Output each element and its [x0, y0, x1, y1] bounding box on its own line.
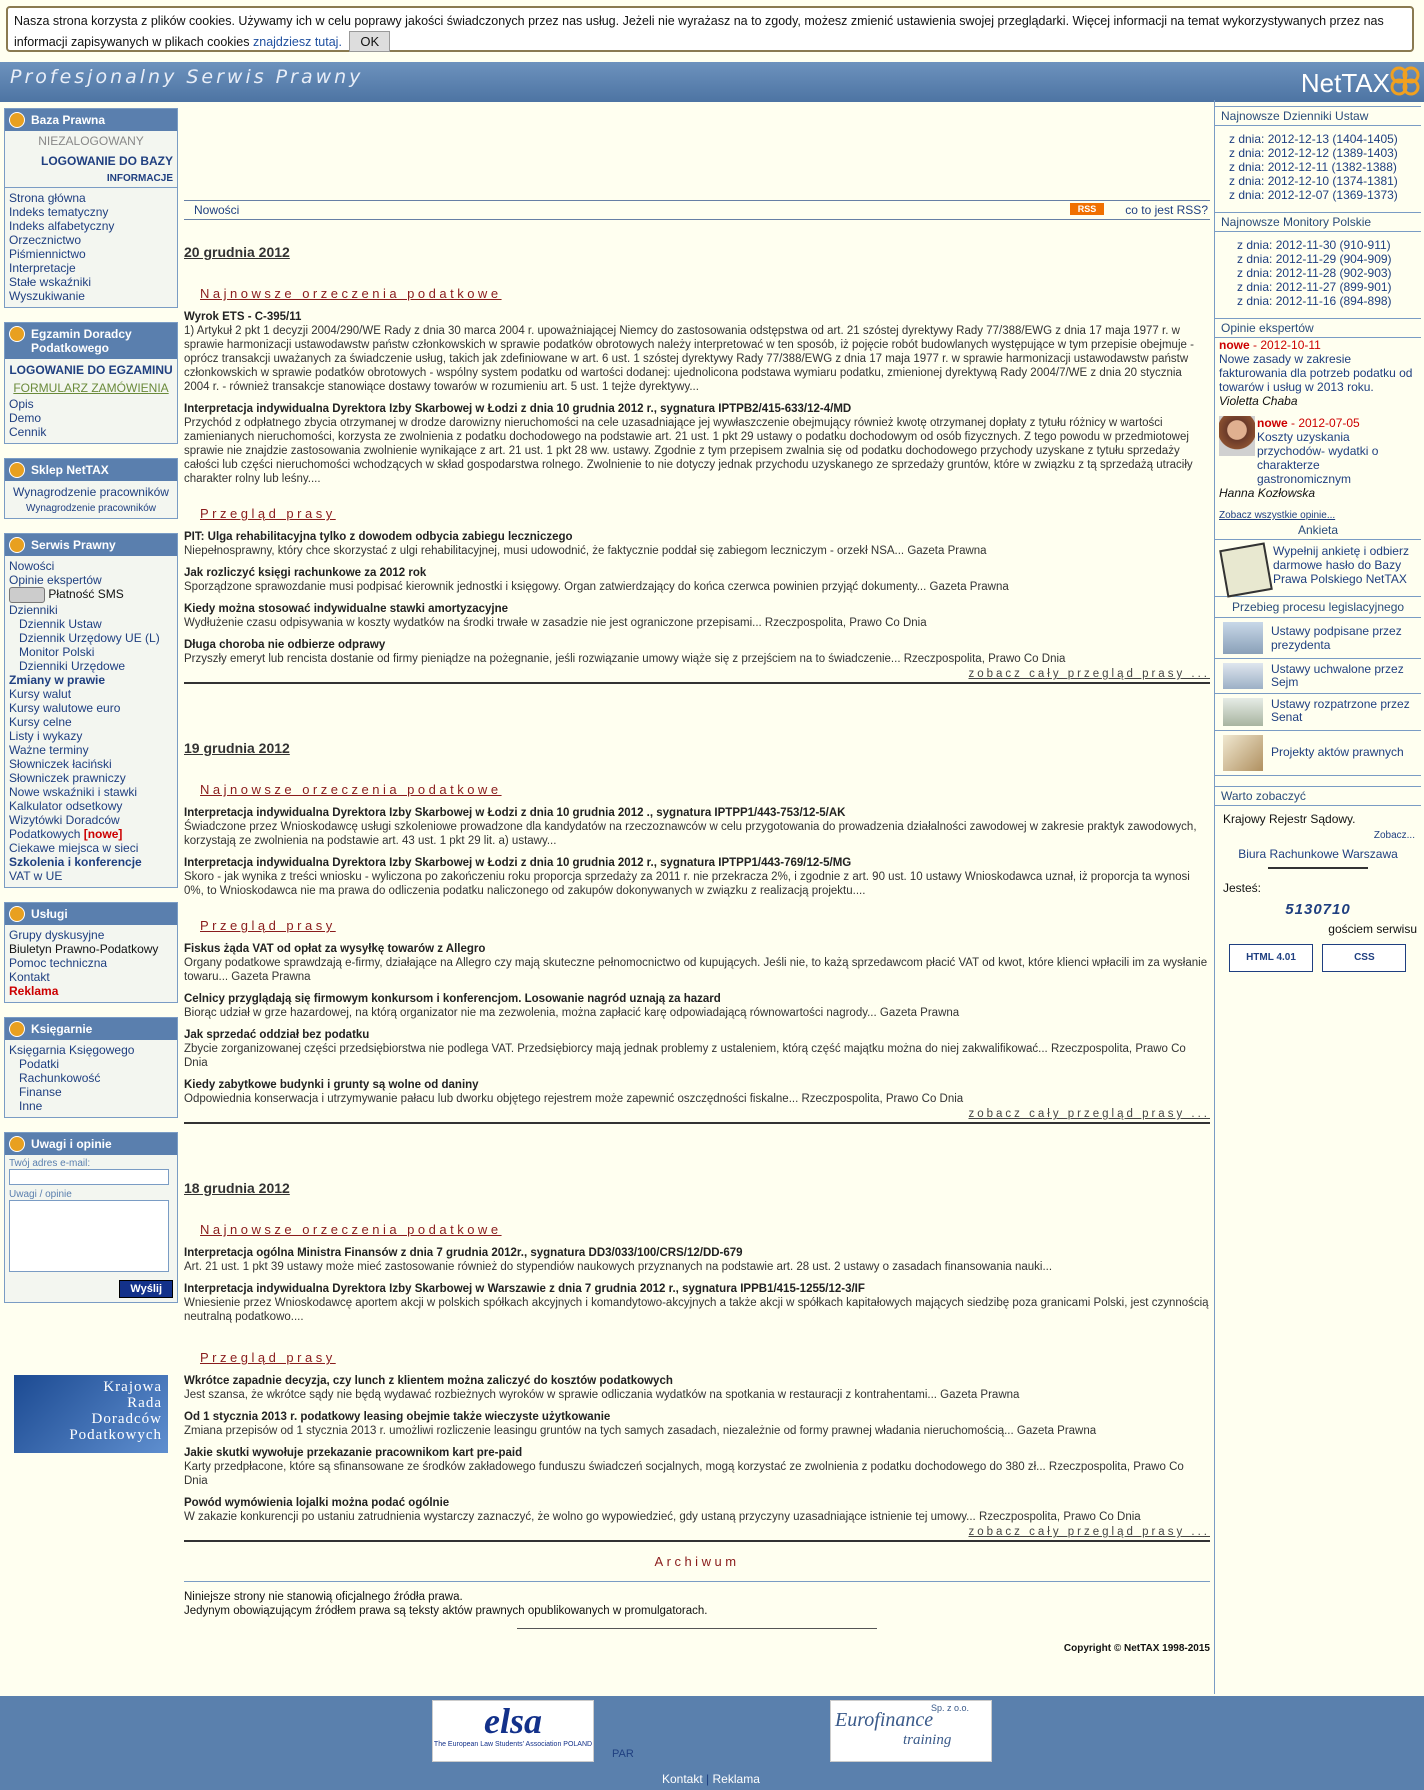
news-date: 19 grudnia 2012 — [184, 740, 290, 756]
menu-podatkowych[interactable]: Podatkowych [nowe] — [9, 827, 123, 841]
mp-item[interactable]: z dnia: 2012-11-16 (894-898) — [1237, 294, 1392, 308]
du-item[interactable]: z dnia: 2012-12-10 (1374-1381) — [1229, 174, 1398, 188]
visitor-suffix: gościem serwisu — [1328, 922, 1417, 936]
news-item-title[interactable]: Fiskus żąda VAT od opłat za wysyłkę towarów z Allegro — [184, 943, 486, 955]
menu-ciekawe-miejsca[interactable]: Ciekawe miejsca w sieci — [9, 841, 139, 855]
news-item-title[interactable]: Jak sprzedać oddział bez podatku — [184, 1029, 370, 1041]
email-input[interactable] — [9, 1169, 169, 1185]
menu-inne[interactable]: Inne — [19, 1099, 43, 1113]
egzamin-menu — [5, 397, 177, 443]
menu-rachunkowosc[interactable]: Rachunkowość — [19, 1071, 101, 1085]
section-przeglad[interactable]: Przegląd prasy — [200, 1350, 336, 1365]
menu-dziennik-ue[interactable]: Dziennik Urzędowy UE (L) — [19, 631, 160, 645]
uslugi-box — [4, 902, 178, 1003]
uslugi-menu — [5, 925, 177, 1002]
news-item-text: Przyszły emeryt lub rencista dostanie od firmy pieniądze na pożegnanie, jeśli rozwiązanie umowy wiąże się z przejściem na to świadczenie... Rzeczpospolita, Prawo Co Dnia — [184, 653, 1066, 665]
krs-link[interactable]: Krajowy Rejestr Sądowy. — [1223, 812, 1356, 826]
news-item — [184, 857, 1210, 898]
news-item — [184, 403, 1210, 486]
leg-item[interactable]: Projekty aktów prawnych — [1215, 731, 1421, 776]
news-item-text: Wniesienie przez Wnioskodawcę aportem akcji w polskich spółkach akcyjnych i komandytowo-akcyjnych a także akcji w spółkach kapitałowych mających siedzibę poza granicami Polski, jest czynnością neutralną podatkowo.... — [184, 1297, 1209, 1323]
login-link[interactable]: LOGOWANIE DO BAZY — [41, 154, 173, 168]
news-item-title[interactable]: Interpretacja indywidualna Dyrektora Izby Skarbowej w Łodzi z dnia 10 grudnia 2012 r., sygnatura IPTPB2/415-633/12-4/MD — [184, 403, 852, 415]
menu-monitor-polski[interactable]: Monitor Polski — [19, 645, 95, 659]
comments-textarea[interactable] — [9, 1200, 169, 1272]
opinion-2[interactable]: nowe - 2012-07-05 Koszty uzyskania przychodów- wydatki o charakterze gastronomicznym Hanna Kozłowska — [1219, 416, 1379, 500]
uwagi-header: Uwagi i opinie — [5, 1133, 177, 1155]
visitor-label: Jesteś: — [1223, 881, 1262, 895]
menu-strona-glowna[interactable]: Strona główna — [9, 191, 86, 205]
news-item-text: Jest szansa, że wkrótce sądy nie będą wydawać rozbieżnych wyroków w sprawie odliczania wydatków na spotkania w restauracji z kontrahentami... Gazeta Prawna — [184, 1389, 1020, 1401]
news-item-title[interactable]: Jak rozliczyć księgi rachunkowe za 2012 rok — [184, 567, 427, 579]
bullet-icon — [9, 1136, 25, 1152]
email-label: Twój adres e-mail: — [9, 1158, 91, 1169]
du-list — [1215, 126, 1421, 206]
elsa-logo[interactable]: elsa The European Law Students' Association POLAND — [432, 1700, 594, 1762]
news-item — [184, 639, 1210, 666]
archive-link[interactable]: Archiwum — [184, 1554, 1210, 1582]
news-item-text: Skoro - jak wynika z treści wniosku - wyliczona po zakończeniu roku proporcja sprzedaży za 2011 r. nie przekracza 2%, i zgodnie z art. 90 ust. 10 ustawy Wnioskodawca uznał, iż proporcja ta wynosi 0%, to Wnioskodawca nie ma prawa do odliczenia podatku naliczonego od zakupów dokonywanych w związku z realizacją projektu.... — [184, 871, 1190, 897]
news-item-text: Wydłużenie czasu odpisywania w koszty wydatków na środki trwałe w zasadzie nie jest ograniczone przepisami... Rzeczpospolita, Prawo Co Dnia — [184, 617, 927, 629]
send-button[interactable]: Wyślij — [119, 1280, 173, 1298]
mp-list — [1215, 232, 1421, 312]
warto-header: Warto zobaczyć — [1215, 786, 1421, 806]
news-item — [184, 943, 1210, 984]
news-day — [184, 740, 1210, 1124]
menu-opis[interactable]: Opis — [9, 397, 34, 411]
footer-separator: | — [706, 1772, 710, 1786]
du-item[interactable]: z dnia: 2012-12-13 (1404-1405) — [1229, 132, 1398, 146]
news-item — [184, 1247, 1210, 1274]
section-orzeczenia[interactable]: Najnowsze orzeczenia podatkowe — [200, 286, 502, 301]
serwis-header: Serwis Prawny — [5, 534, 177, 556]
menu-wazne-terminy[interactable]: Ważne terminy — [9, 743, 89, 757]
news-item-text: Niepełnosprawny, który chce skorzystać z ulgi rehabilitacyjnej, musi udowodnić, że faktycznie poddał się zabiegom leczniczym - orzekł NSA... Gazeta Prawna — [184, 545, 987, 557]
comments-label: Uwagi / opinie — [9, 1189, 72, 1200]
see-all-press-link[interactable]: zobacz cały przegląd prasy ... — [184, 1108, 1210, 1124]
news-item-text: Zbycie zorganizowanej części przedsiębiorstwa nie podlega VAT. Przedsiębiorcy mają jednak problemy z ustaleniem, którą część majątku można do niej zakwalifikować... Rzeczpospolita, Prawo Co Dnia — [184, 1043, 1186, 1069]
menu-slowniczek-prawniczy[interactable]: Słowniczek prawniczy — [9, 771, 126, 785]
menu-nowe-wskazniki[interactable]: Nowe wskaźniki i stawki — [9, 785, 138, 799]
baza-prawna-box — [4, 108, 178, 308]
header-bar — [0, 62, 1424, 102]
ankieta-item[interactable]: Wypełnij ankietę i odbierz darmowe hasło do Bazy Prawa Polskiego NetTAX — [1215, 540, 1421, 597]
news-date: 18 grudnia 2012 — [184, 1180, 290, 1196]
news-item — [184, 311, 1210, 394]
sklep-header: Sklep NetTAX — [5, 459, 177, 481]
rss-icon[interactable]: RSS — [1070, 203, 1104, 215]
news-item — [184, 1283, 1210, 1324]
biura-link[interactable]: Biura Rachunkowe Warszawa — [1238, 847, 1398, 861]
news-item-title[interactable]: Długa choroba nie odbierze odprawy — [184, 639, 386, 651]
news-item — [184, 603, 1210, 630]
w3c-html-badge[interactable]: HTML 4.01 — [1229, 944, 1313, 972]
info-link[interactable]: INFORMACJE — [5, 171, 177, 188]
serwis-box — [4, 533, 178, 888]
rss-info-link[interactable]: co to jest RSS? — [1125, 203, 1208, 217]
zobacz-link[interactable]: Zobacz... — [1373, 830, 1415, 841]
ksiegarnie-menu — [5, 1040, 177, 1117]
menu-indeks-alfabetyczny[interactable]: Indeks alfabetyczny — [9, 219, 115, 233]
disclaimer: Niniejsze strony nie stanowią oficjalnego źródła prawa. Jedynym obowiązującym źródłem prawa są teksty aktów prawnych opublikowanych w promulgatorach. — [184, 1591, 708, 1617]
section-przeglad[interactable]: Przegląd prasy — [200, 506, 336, 521]
menu-interpretacje[interactable]: Interpretacje — [9, 261, 76, 275]
menu-nowosci[interactable]: Nowości — [9, 559, 55, 573]
bullet-icon — [9, 906, 25, 922]
du-header: Najnowsze Dzienniki Ustaw — [1215, 106, 1421, 126]
nettax-logo[interactable]: NetTAX — [1300, 68, 1390, 98]
news-item-text: Biorąc udział w grze hazardowej, na którą organizator nie ma zezwolenia, można zapłacić karę odpowiadającą równowartości nagrody... Gazeta Prawna — [184, 1007, 960, 1019]
left-sidebar — [4, 108, 178, 1453]
news-item-title[interactable]: Jakie skutki wywołuje przekazanie pracownikom kart pre-paid — [184, 1447, 523, 1459]
nettax-logo-icon — [1388, 64, 1422, 98]
news-item — [184, 1497, 1210, 1524]
menu-zmiany-w-prawie[interactable]: Zmiany w prawie — [9, 673, 106, 687]
news-item-title[interactable]: Kiedy można stosować indywidualne stawki amortyzacyjne — [184, 603, 509, 615]
bullet-icon — [9, 1021, 25, 1037]
order-form-link[interactable]: FORMULARZ ZAMÓWIENIA — [13, 381, 169, 395]
krd-logo[interactable]: Krajowa Rada Doradców Podatkowych — [14, 1375, 168, 1453]
news-bar — [184, 200, 1210, 220]
menu-kursy-euro[interactable]: Kursy walutowe euro — [9, 701, 121, 715]
news-item — [184, 1447, 1210, 1488]
cookie-banner — [6, 6, 1414, 52]
menu-indeks-tematyczny[interactable]: Indeks tematyczny — [9, 205, 109, 219]
author-avatar — [1219, 416, 1255, 456]
senat-icon — [1223, 698, 1263, 726]
menu-szkolenia[interactable]: Szkolenia i konferencje — [9, 855, 142, 869]
menu-pomoc[interactable]: Pomoc techniczna — [9, 956, 108, 970]
see-all-press-link[interactable]: zobacz cały przegląd prasy ... — [184, 668, 1210, 684]
egzamin-box — [4, 322, 178, 444]
news-item — [184, 1029, 1210, 1070]
phone-icon — [9, 587, 45, 603]
news-item-text: Art. 21 ust. 1 pkt 39 ustawy może mieć zastosowanie również do stypendiów naukowych przyznanych na podstawie art. 28 ust. 2 ustawy o zasadach finansowania nauki... — [184, 1261, 1053, 1273]
header-slogan: Profesjonalny Serwis Prawny — [10, 66, 364, 88]
section-przeglad[interactable]: Przegląd prasy — [200, 918, 336, 933]
menu-kursy-celne[interactable]: Kursy celne — [9, 715, 72, 729]
menu-pismiennictwo[interactable]: Piśmiennictwo — [9, 247, 86, 261]
news-item-text: Sporządzone sprawozdanie musi podpisać kierownik jednostki i księgowy. Organ zatwierdzający do końca czerwca powinien przyjąć dokumenty... Gazeta Prawna — [184, 581, 1009, 593]
visitor-counter: 5130710 — [1285, 901, 1351, 918]
news-item-title[interactable]: Kiedy zabytkowe budynki i grunty są wolne od daniny — [184, 1079, 479, 1091]
news-item — [184, 993, 1210, 1020]
news-item-text: Karty przedpłacone, które są sfinansowane ze środków zakładowego funduszu świadczeń socjalnych, mogą korzystać ze zwolnienia z podatku dochodowego do 380 zł... Rzeczpospolita, Prawo Co Dnia — [184, 1461, 1184, 1487]
see-all-press-link[interactable]: zobacz cały przegląd prasy ... — [184, 1526, 1210, 1542]
news-item-title[interactable]: Wyrok ETS - C-395/11 — [184, 311, 302, 323]
bullet-icon — [9, 112, 25, 128]
menu-ksiegarnia[interactable]: Księgarnia Księgowego — [9, 1043, 135, 1057]
menu-kalkulator[interactable]: Kalkulator odsetkowy — [9, 799, 123, 813]
news-item — [184, 567, 1210, 594]
section-orzeczenia[interactable]: Najnowsze orzeczenia podatkowe — [200, 782, 502, 797]
cookie-more-link[interactable]: znajdziesz tutaj. — [253, 35, 342, 49]
menu-dziennik-ustaw[interactable]: Dziennik Ustaw — [19, 617, 102, 631]
mp-item[interactable]: z dnia: 2012-11-27 (899-901) — [1237, 280, 1392, 294]
right-sidebar — [1214, 100, 1421, 1694]
leg-item[interactable]: Ustawy podpisane przez prezydenta — [1215, 618, 1421, 659]
pen-icon — [1223, 735, 1263, 771]
baza-prawna-header: Baza Prawna — [5, 109, 177, 131]
menu-finanse[interactable]: Finanse — [19, 1085, 62, 1099]
exam-login-link[interactable]: LOGOWANIE DO EGZAMINU — [9, 363, 173, 377]
news-item-text: Przychód z odpłatnego zbycia otrzymanej w drodze darowizny nieruchomości na cele uzasadniające jej wywłaszczenie obejmujący również kwotę otrzymanej dopłaty z tytułu różnicy w wartości zamienianych nieruchomości, korzysta ze zwolnienia z podatku dochodowego na podstawie art. 21 ust. 1 pkt 29 ustawy o podatku dochodowym od osób fizycznych. Z tego powodu w przedmiotowej sprawie nie znajdzie zastosowania zwolnienie wynikające z art. 21 ust. 1 pkt 28 ww. ustawy. Zgodnie z tym przepisem zwalnia się od podatku dochodowego przychody uzyskane z tytułu sprzedaży całości lub części nieruchomości wchodzących w skład gospodarstwa rolnego. Zwolnienie to nie dotyczy jednak przychodu uzyskanego ze sprzedaży gruntów, które w związku z tą sprzedażą utraciły charakter rolny lub leśny.... — [184, 417, 1193, 485]
menu-kontakt[interactable]: Kontakt — [9, 970, 50, 984]
w3c-css-badge[interactable]: CSS — [1322, 944, 1406, 972]
section-orzeczenia[interactable]: Najnowsze orzeczenia podatkowe — [200, 1222, 502, 1237]
cookie-ok-button[interactable]: OK — [349, 31, 390, 52]
menu-orzecznictwo[interactable]: Orzecznictwo — [9, 233, 82, 247]
leg-item[interactable]: Ustawy uchwalone przez Sejm — [1215, 659, 1421, 694]
menu-cennik[interactable]: Cennik — [9, 425, 47, 439]
footer-links — [662, 1772, 760, 1786]
news-label: Nowości — [194, 203, 240, 217]
egzamin-header: Egzamin Doradcy Podatkowego — [5, 323, 177, 359]
du-item[interactable]: z dnia: 2012-12-07 (1369-1373) — [1229, 188, 1398, 202]
sejm-icon — [1223, 663, 1263, 689]
news-day — [184, 1180, 1210, 1654]
legislacja-header: Przebieg procesu legislacyjnego — [1215, 597, 1421, 618]
menu-stale-wskazniki[interactable]: Stałe wskaźniki — [9, 275, 92, 289]
survey-icon — [1219, 542, 1273, 597]
all-opinions-link[interactable]: Zobacz wszystkie opinie... — [1219, 510, 1336, 521]
mp-item[interactable]: z dnia: 2012-11-29 (904-909) — [1237, 252, 1392, 266]
menu-wizytowki[interactable]: Wizytówki Doradców — [9, 813, 120, 827]
par-label: PAR — [612, 1748, 634, 1760]
menu-demo[interactable]: Demo — [9, 411, 42, 425]
news-item-text: Organy podatkowe sprawdzają e-firmy, działające na Allegro czy mają skuteczne pełnomocnictwo od kupujących. Jeśli nie, to każą sprzedawcom płacić VAT od kwot, które klienci wpłacili im za wysłanie towaru... Gazeta Prawna — [184, 957, 1208, 983]
menu-wyszukiwanie[interactable]: Wyszukiwanie — [9, 289, 85, 303]
opinion-1[interactable]: nowe - 2012-10-11 Nowe zasady w zakresie fakturowania dla potrzeb podatku od towarów i usług w 2013 roku. Violetta Chaba — [1219, 338, 1413, 408]
news-day — [184, 244, 1210, 684]
opinie-header: Opinie ekspertów — [1215, 318, 1421, 338]
mp-item[interactable]: z dnia: 2012-11-28 (902-903) — [1237, 266, 1392, 280]
footer — [0, 1696, 1424, 1790]
news-item-title[interactable]: Od 1 stycznia 2013 r. podatkowy leasing obejmie także wieczyste użytkowanie — [184, 1411, 611, 1423]
menu-platnosc-sms[interactable]: Płatność SMS — [9, 587, 173, 603]
menu-biuletyn[interactable]: Biuletyn Prawno-Podatkowy — [9, 942, 159, 956]
menu-kursy-walut[interactable]: Kursy walut — [9, 687, 72, 701]
new-badge: [nowe] — [83, 827, 123, 841]
menu-opinie[interactable]: Opinie ekspertów — [9, 573, 102, 587]
news-item — [184, 531, 1210, 558]
du-item[interactable]: z dnia: 2012-12-11 (1382-1388) — [1229, 160, 1397, 174]
mp-header: Najnowsze Monitory Polskie — [1215, 212, 1421, 232]
eurofinance-logo[interactable]: Eurofinance Sp. z o.o. training — [830, 1700, 992, 1762]
sklep-item[interactable]: Wynagrodzenie pracowników — [13, 485, 169, 499]
sklep-box — [4, 458, 178, 519]
login-status: NIEZALOGOWANY — [38, 134, 144, 148]
menu-dzienniki[interactable]: Dzienniki — [9, 603, 58, 617]
news-item-text: 1) Artykuł 2 pkt 1 decyzji 2004/290/WE Rady z dnia 30 marca 2004 r. upoważniającej Niemcy do zastosowania odstępstwa od art. 21 szóstej dyrektywy Rady 77/388/EWG z dnia 17 maja 1977 r. w sprawie harmonizacji ustawodawstw państw członkowskich w sprawie podatków obrotowych należy interpretować w ten sposób, iż pojęcie robót budowlanych występujące w tym przepisie obejmuje - oprócz transakcji uważanych za świadczenie usług, takich jak zdefiniowane w art. 6 ust. 1 szóstej dyrektywy Rady 77/388/EWG z dnia 17 maja 1977 r. w sprawie harmonizacji ustawodawstw państw członkowskich w sprawie podatków obrotowych - wspólny system podatku od wartości dodanej: ujednolicona podstawa wymiaru podatku, zmienionej dyrektywą Rady 2004/7/WE z dnia 20 stycznia 2004 r. - również transakcje stanowiące dostawy towarów w rozumieniu art. 5 ust. 1 tejże dyrektywy... — [184, 325, 1194, 393]
news-item-title[interactable]: Interpretacja ogólna Ministra Finansów z dnia 7 grudnia 2012r., sygnatura DD3/033/100/CRS/12/DD-679 — [184, 1247, 743, 1259]
sklep-item-small[interactable]: Wynagrodzenie pracowników — [26, 503, 156, 514]
news-item — [184, 807, 1210, 848]
ksiegarnie-header: Księgarnie — [5, 1018, 177, 1040]
news-item-title[interactable]: Powód wymówienia lojalki można podać ogólnie — [184, 1497, 450, 1509]
serwis-menu — [5, 556, 177, 887]
bullet-icon — [9, 537, 25, 553]
news-item-title[interactable]: Celnicy przyglądają się firmowym konkursom i konferencjom. Losowanie nagród uznają za hazard — [184, 993, 721, 1005]
news-item — [184, 1079, 1210, 1106]
menu-dzienniki-urzedowe[interactable]: Dzienniki Urzędowe — [19, 659, 126, 673]
news-item — [184, 1411, 1210, 1438]
copyright: Copyright © NetTAX 1998-2015 — [1063, 1643, 1210, 1654]
ankieta-header: Ankieta — [1215, 521, 1421, 540]
news-item — [184, 1375, 1210, 1402]
ksiegarnie-box — [4, 1017, 178, 1118]
menu-reklama[interactable]: Reklama — [9, 984, 59, 998]
du-item[interactable]: z dnia: 2012-12-12 (1389-1403) — [1229, 146, 1398, 160]
footer-kontakt-link[interactable]: Kontakt — [662, 1772, 703, 1786]
uwagi-box — [4, 1132, 178, 1303]
baza-menu — [5, 188, 177, 307]
news-date: 20 grudnia 2012 — [184, 244, 290, 260]
w3c-badges — [1215, 936, 1421, 972]
menu-grupy[interactable]: Grupy dyskusyjne — [9, 928, 105, 942]
news-item-title[interactable]: Interpretacja indywidualna Dyrektora Izby Skarbowej w Łodzi z dnia 10 grudnia 2012 ., sygnatura IPTPP1/443-753/12-5/AK — [184, 807, 846, 819]
news-item-text: Zmiana przepisów od 1 stycznia 2013 r. umożliwi rozliczenie leasingu gruntów na tych samych zasadach, niezależnie od formy prawnej władania nieruchomością... Gazeta Prawna — [184, 1425, 1097, 1437]
news-item-text: Odpowiednia konserwacja i utrzymywanie pałacu lub dworku objętego rejestrem może zapewnić oszczędności fiskalne... Rzeczpospolita, Prawo Co Dnia — [184, 1093, 964, 1105]
menu-vat-ue[interactable]: VAT w UE — [9, 869, 63, 883]
news-item-title[interactable]: Interpretacja indywidualna Dyrektora Izby Skarbowej w Warszawie z dnia 7 grudnia 2012 r., sygnatura IPPB1/415-1255/12-3/IF — [184, 1283, 865, 1295]
menu-slowniczek-lacinski[interactable]: Słowniczek łaciński — [9, 757, 112, 771]
news-item-text: W zakazie konkurencji po ustaniu zatrudnienia wystarczy zaznaczyć, że wolno go wypowiedzieć, gdy ustaną przyczyny uzasadniające istnienie tej umowy... Rzeczpospolita, Prawo Co Dnia — [184, 1511, 1141, 1523]
menu-podatki[interactable]: Podatki — [19, 1057, 60, 1071]
news-item-text: Świadczone przez Wnioskodawcę usługi szkoleniowe prowadzone dla kandydatów na rzeczoznawców w celu przygotowania do prowadzenia działalności zawodowej w zakresie praktyk zawodowych, korzystają ze zwolnienia na podstawie art. 43 ust. 1 pkt 29 lit. a) ustawy... — [184, 821, 1197, 847]
menu-listy-wykazy[interactable]: Listy i wykazy — [9, 729, 83, 743]
news-item-title[interactable]: Wkrótce zapadnie decyzja, czy lunch z klientem można zaliczyć do kosztów podatkowych — [184, 1375, 673, 1387]
divider — [517, 1628, 877, 1629]
leg-item[interactable]: Ustawy rozpatrzone przez Senat — [1215, 694, 1421, 731]
news-item-title[interactable]: Interpretacja indywidualna Dyrektora Izby Skarbowej w Łodzi z dnia 10 grudnia 2012 r., sygnatura IPTPP1/443-769/12-5/MG — [184, 857, 852, 869]
bullet-icon — [9, 326, 25, 342]
cookie-text: Nasza strona korzysta z plików cookies. Używamy ich w celu poprawy jakości świadczonych przez nas usług. Jeżeli nie wyrażasz na to zgody, możesz zmienić ustawienia swojej przeglądarki. Więcej informacji na temat wykorzystywanych przez nas informacji zapisywanych w plikach cookies — [14, 14, 1384, 49]
footer-reklama-link[interactable]: Reklama — [712, 1772, 760, 1786]
bullet-icon — [9, 462, 25, 478]
uslugi-header: Usługi — [5, 903, 177, 925]
news-item-title[interactable]: PIT: Ulga rehabilitacyjna tylko z dowodem odbycia zabiegu leczniczego — [184, 531, 573, 543]
mp-item[interactable]: z dnia: 2012-11-30 (910-911) — [1237, 238, 1391, 252]
building-icon — [1223, 622, 1263, 654]
